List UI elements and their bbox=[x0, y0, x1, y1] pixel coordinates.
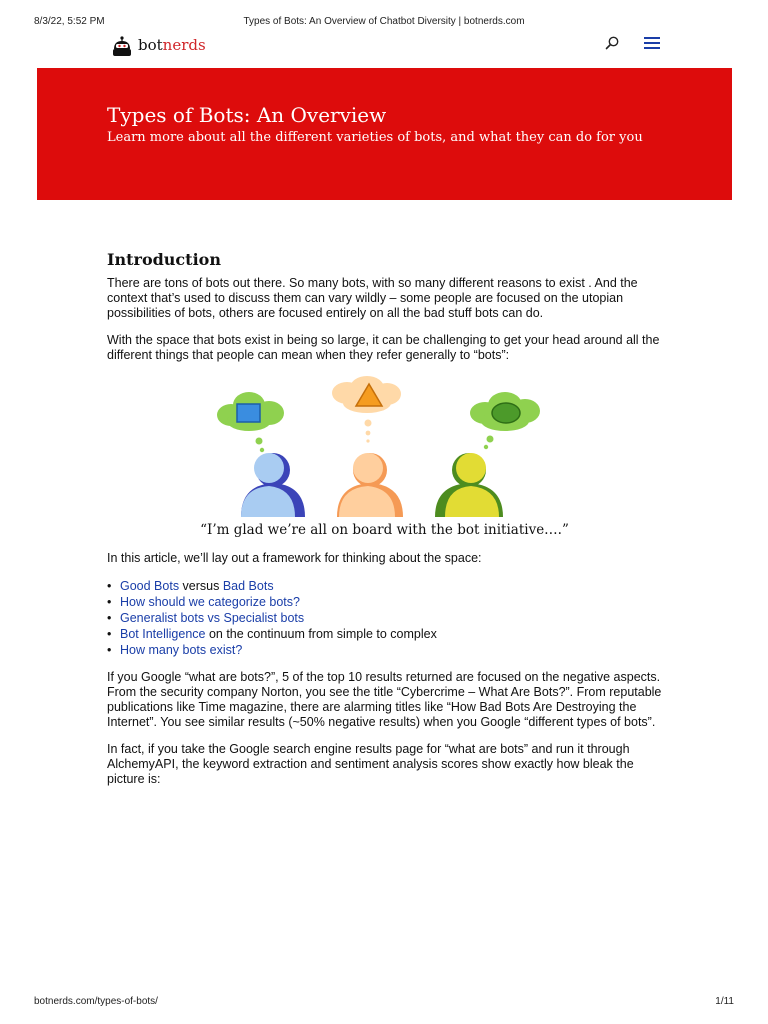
thought-cloud-orange-triangle bbox=[332, 376, 401, 443]
link-good-bots[interactable]: Good Bots bbox=[120, 579, 180, 593]
list-item bbox=[107, 642, 662, 658]
paragraph-intro: There are tons of bots out there. So many bots, with so many different reasons to exist . And the context that’s used to discuss them can vary wildly – some people are focused on the utopian possibilities of bots, others are focused entirely on all the bad stuff bots can do. bbox=[107, 276, 638, 320]
three-people-thinking-image bbox=[207, 375, 547, 517]
logo-text-bot: bot bbox=[138, 36, 163, 54]
paragraph-alchemyapi: In fact, if you take the Google search engine results page for “what are bots” and run it through AlchemyAPI, the keyword extraction and sentiment analysis scores show exactly how bleak the picture is: bbox=[107, 742, 634, 786]
list-item-text: versus bbox=[179, 579, 223, 593]
section-heading-introduction: Introduction bbox=[107, 250, 221, 269]
person-orange bbox=[337, 453, 403, 517]
print-page-title: Types of Bots: An Overview of Chatbot Diversity | botnerds.com bbox=[243, 16, 525, 27]
print-footer bbox=[34, 996, 734, 1010]
link-generalist-vs-specialist[interactable]: Generalist bots vs Specialist bots bbox=[120, 611, 305, 625]
thought-cloud-blue-square bbox=[217, 392, 284, 452]
page-subtitle: Learn more about all the different varieties of bots, and what they can do for you bbox=[107, 130, 643, 145]
print-datetime: 8/3/22, 5:52 PM bbox=[34, 16, 105, 27]
paragraph-space: With the space that bots exist in being so large, it can be challenging to get your head around all the different things that people can mean when they refer generally to “bots”: bbox=[107, 333, 660, 362]
list-item bbox=[107, 594, 662, 610]
hero-banner bbox=[37, 68, 732, 200]
print-url: botnerds.com/types-of-bots/ bbox=[34, 996, 158, 1007]
paragraph-google-results: If you Google “what are bots?”, 5 of the top 10 results returned are focused on the negative aspects. From the security company Norton, you see the title “Cybercrime – What Are Bots?”. From reputable publications like Time magazine, there are alarming titles like “How Bad Bots Are Destroying the Internet”. You see similar results (~50% negative results) when you Google “different types of bots”. bbox=[107, 670, 662, 729]
robot-icon bbox=[111, 35, 133, 57]
link-how-many-bots[interactable]: How many bots exist? bbox=[120, 643, 243, 657]
person-green bbox=[435, 453, 503, 517]
paragraph-framework: In this article, we’ll lay out a framework for thinking about the space: bbox=[107, 551, 482, 565]
search-icon[interactable] bbox=[604, 35, 620, 51]
thought-cloud-green-circle bbox=[470, 392, 540, 449]
page-title: Types of Bots: An Overview bbox=[107, 103, 387, 127]
list-item bbox=[107, 610, 662, 626]
person-blue bbox=[241, 453, 305, 517]
print-page-number: 1/11 bbox=[715, 996, 734, 1007]
site-logo[interactable] bbox=[111, 34, 231, 60]
bots-illustration bbox=[107, 375, 662, 517]
link-bot-intelligence[interactable]: Bot Intelligence bbox=[120, 627, 206, 641]
site-header bbox=[0, 34, 768, 64]
link-categorize-bots[interactable]: How should we categorize bots? bbox=[120, 595, 300, 609]
link-bad-bots[interactable]: Bad Bots bbox=[222, 579, 274, 593]
table-of-contents bbox=[107, 578, 662, 658]
article-body bbox=[107, 250, 662, 799]
list-item bbox=[107, 626, 662, 642]
logo-text-nerds: nerds bbox=[162, 36, 206, 54]
list-item-text: on the continuum from simple to complex bbox=[205, 627, 437, 641]
hamburger-menu-icon[interactable] bbox=[643, 35, 661, 51]
image-caption: “I’m glad we’re all on board with the bot initiative….” bbox=[200, 522, 569, 538]
print-header bbox=[34, 16, 734, 30]
logo-wordmark bbox=[138, 35, 206, 55]
list-item bbox=[107, 578, 662, 594]
